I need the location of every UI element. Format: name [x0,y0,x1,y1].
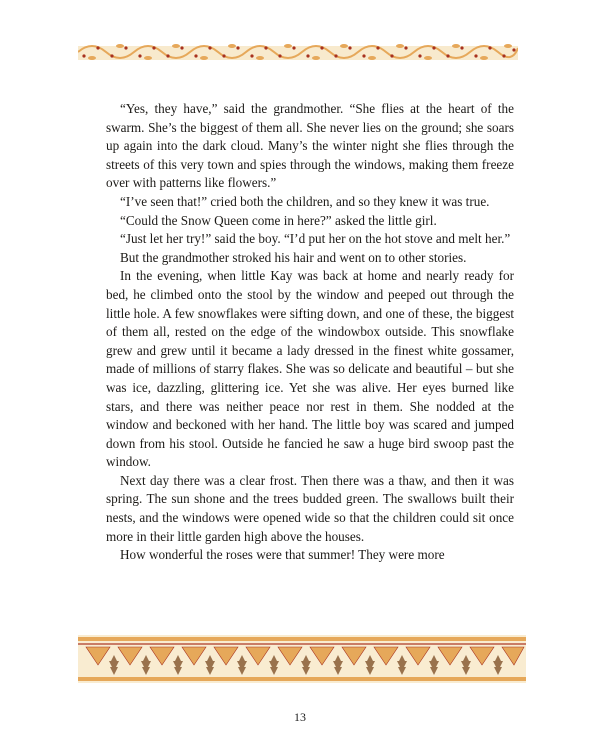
top-ornament-border [78,38,518,66]
paragraph: “Yes, they have,” said the grandmother. “She flies at the heart of the swarm. She’s the biggest of them all. She never lies on the ground; she soars up again into the dark cloud. Many’s the winter night she flies through the streets of this very town and spies through the windows, making them freeze over with patterns like flowers.” [106,101,514,191]
paragraph: “Just let her try!” said the boy. “I’d put her on the hot stove and melt her.” [120,231,511,247]
paragraph: How wonderful the roses were that summer! They were more [120,547,445,563]
story-text [106,100,514,565]
bottom-ornament-border [78,635,526,683]
page-number: 13 [294,710,306,724]
paragraph: But the grandmother stroked his hair and went on to other stories. [120,249,467,265]
paragraph: In the evening, when little Kay was back at home and nearly ready for bed, he climbed onto the stool by the window and peeped out through the little hole. A few snowflakes were sifting down, and one of these, the biggest of them all, rested on the edge of the windowbox outside. This snowflake grew and grew until it became a lady dressed in the finest white gossamer, made of millions of starry flakes. She was so delicate and beautiful – but she was ice, dazzling, glittering ice. Yet she was alive. Her eyes burned like stars, and there was neither peace nor rest in them. She nodded at the window and beckoned with her hand. The little boy was scared and jumped down from his stool. Outside he fancied he saw a huge bird swoop past the window. [106,268,514,470]
paragraph: “I’ve seen that!” cried both the children, and so they knew it was true. [120,193,490,209]
paragraph: Next day there was a clear frost. Then there was a thaw, and then it was spring. The sun shone and the trees budded green. The swallows built their nests, and the windows were opened wide so that the children could sit once more in their little garden high above the houses. [106,472,514,544]
paragraph: “Could the Snow Queen come in here?” asked the little girl. [120,212,437,228]
